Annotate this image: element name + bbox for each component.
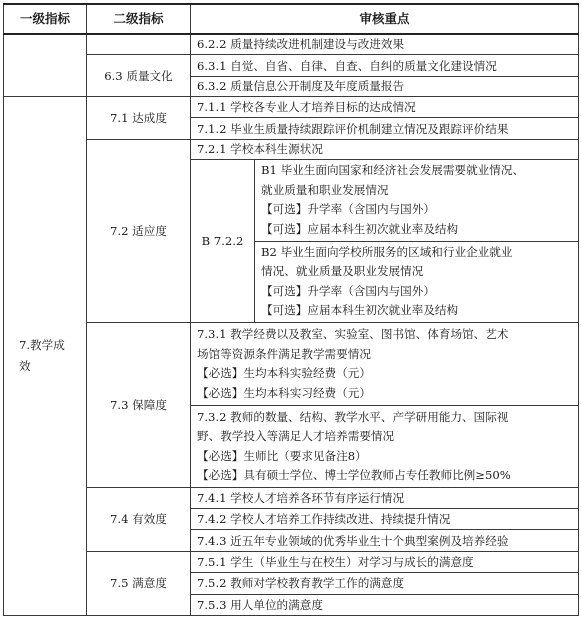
- focus-line: 野、教学投入等满足人才培养需要情况: [197, 429, 395, 444]
- focus-line: 【必选】生均本科实习经费（元）: [197, 385, 371, 400]
- focus-6-3-2: 6.3.2 质量信息公开制度及年度质量报告: [191, 76, 579, 96]
- b2-cell: [255, 241, 579, 322]
- focus-7-3-2: [191, 406, 579, 487]
- table-row: [4, 97, 579, 118]
- b1-line: 【可选】升学率（含国内与国外）: [261, 202, 435, 217]
- focus-7-4-2: 7.4.2 学校人才培养工作持续改进、持续提升情况: [191, 509, 579, 530]
- header-focus: 审核重点: [191, 4, 579, 34]
- focus-7-4-3: 7.4.3 近五年专业领域的优秀毕业生十个典型案例及培养经验: [191, 530, 579, 551]
- focus-6-2-2: 6.2.2 质量持续改进机制建设与改进效果: [191, 34, 579, 55]
- b2-line: 情况、就业质量及职业发展情况: [261, 264, 424, 279]
- focus-7-5-2: 7.5.2 教师对学校教育教学工作的满意度: [191, 573, 579, 594]
- focus-line: 场馆等资源条件满足教学需要情况: [197, 346, 371, 361]
- b1-line: B1 毕业生面向国家和经济社会发展需要就业情况、: [261, 163, 525, 178]
- b2-line: 【可选】升学率（含国内与国外）: [261, 283, 435, 298]
- b2-line: 【可选】应届本科生初次就业率及结构: [261, 303, 459, 318]
- table-row: [4, 322, 579, 405]
- level1-cell-blank: [4, 34, 87, 97]
- level2-cell-blank: [87, 34, 191, 55]
- header-row: [4, 4, 579, 34]
- level1-7-label: 7.教学成效: [19, 338, 65, 374]
- focus-7-5-3: 7.5.3 用人单位的满意度: [191, 594, 579, 615]
- b2-line: B2 毕业生面向学校所服务的区域和行业企业就业: [261, 244, 513, 259]
- header-level1: 一级指标: [4, 4, 87, 34]
- focus-6-3-1: 6.3.1 自觉、自省、自律、自查、自纠的质量文化建设情况: [191, 55, 579, 76]
- level1-7: [4, 97, 87, 616]
- b-7-2-2-label: B 7.2.2: [191, 160, 255, 323]
- level2-7-2: 7.2 适应度: [87, 139, 191, 322]
- level2-7-3: 7.3 保障度: [87, 322, 191, 487]
- b1-line: 就业质量和职业发展情况: [261, 182, 389, 197]
- level2-7-4: 7.4 有效度: [87, 487, 191, 551]
- table-row: [4, 139, 579, 159]
- focus-line: 7.3.1 教学经费以及教室、实验室、图书馆、体育场馆、艺术: [197, 327, 509, 342]
- focus-7-1-1: 7.1.1 学校各专业人才培养目标的达成情况: [191, 97, 579, 118]
- focus-7-3-1: [191, 322, 579, 405]
- focus-line: 【必选】具有硕士学位、博士学位教师占专任教师比例≥50%: [197, 468, 511, 483]
- focus-7-5-1: 7.5.1 学生（毕业生与在校生）对学习与成长的满意度: [191, 551, 579, 572]
- table-row: [4, 34, 579, 55]
- level2-7-5: 7.5 满意度: [87, 551, 191, 615]
- table-row: [4, 487, 579, 508]
- focus-7-4-1: 7.4.1 学校人才培养各环节有序运行情况: [191, 487, 579, 508]
- focus-7-1-2: 7.1.2 毕业生质量持续跟踪评价机制建立情况及跟踪评价结果: [191, 118, 579, 139]
- focus-line: 【必选】生均本科实验经费（元）: [197, 366, 371, 381]
- b1-cell: [255, 160, 579, 241]
- b1-line: 【可选】应届本科生初次就业率及结构: [261, 221, 459, 236]
- audit-table: [3, 3, 579, 616]
- table-row: [4, 551, 579, 572]
- level2-7-1: 7.1 达成度: [87, 97, 191, 140]
- focus-7-2-1: 7.2.1 学校本科生源状况: [191, 139, 579, 159]
- level2-6-3: 6.3 质量文化: [87, 55, 191, 97]
- focus-line: 7.3.2 教师的数量、结构、教学水平、产学研用能力、国际视: [197, 409, 509, 424]
- focus-line: 【必选】生师比（要求见备注8）: [197, 448, 367, 463]
- table-row: [4, 55, 579, 76]
- header-level2: 二级指标: [87, 4, 191, 34]
